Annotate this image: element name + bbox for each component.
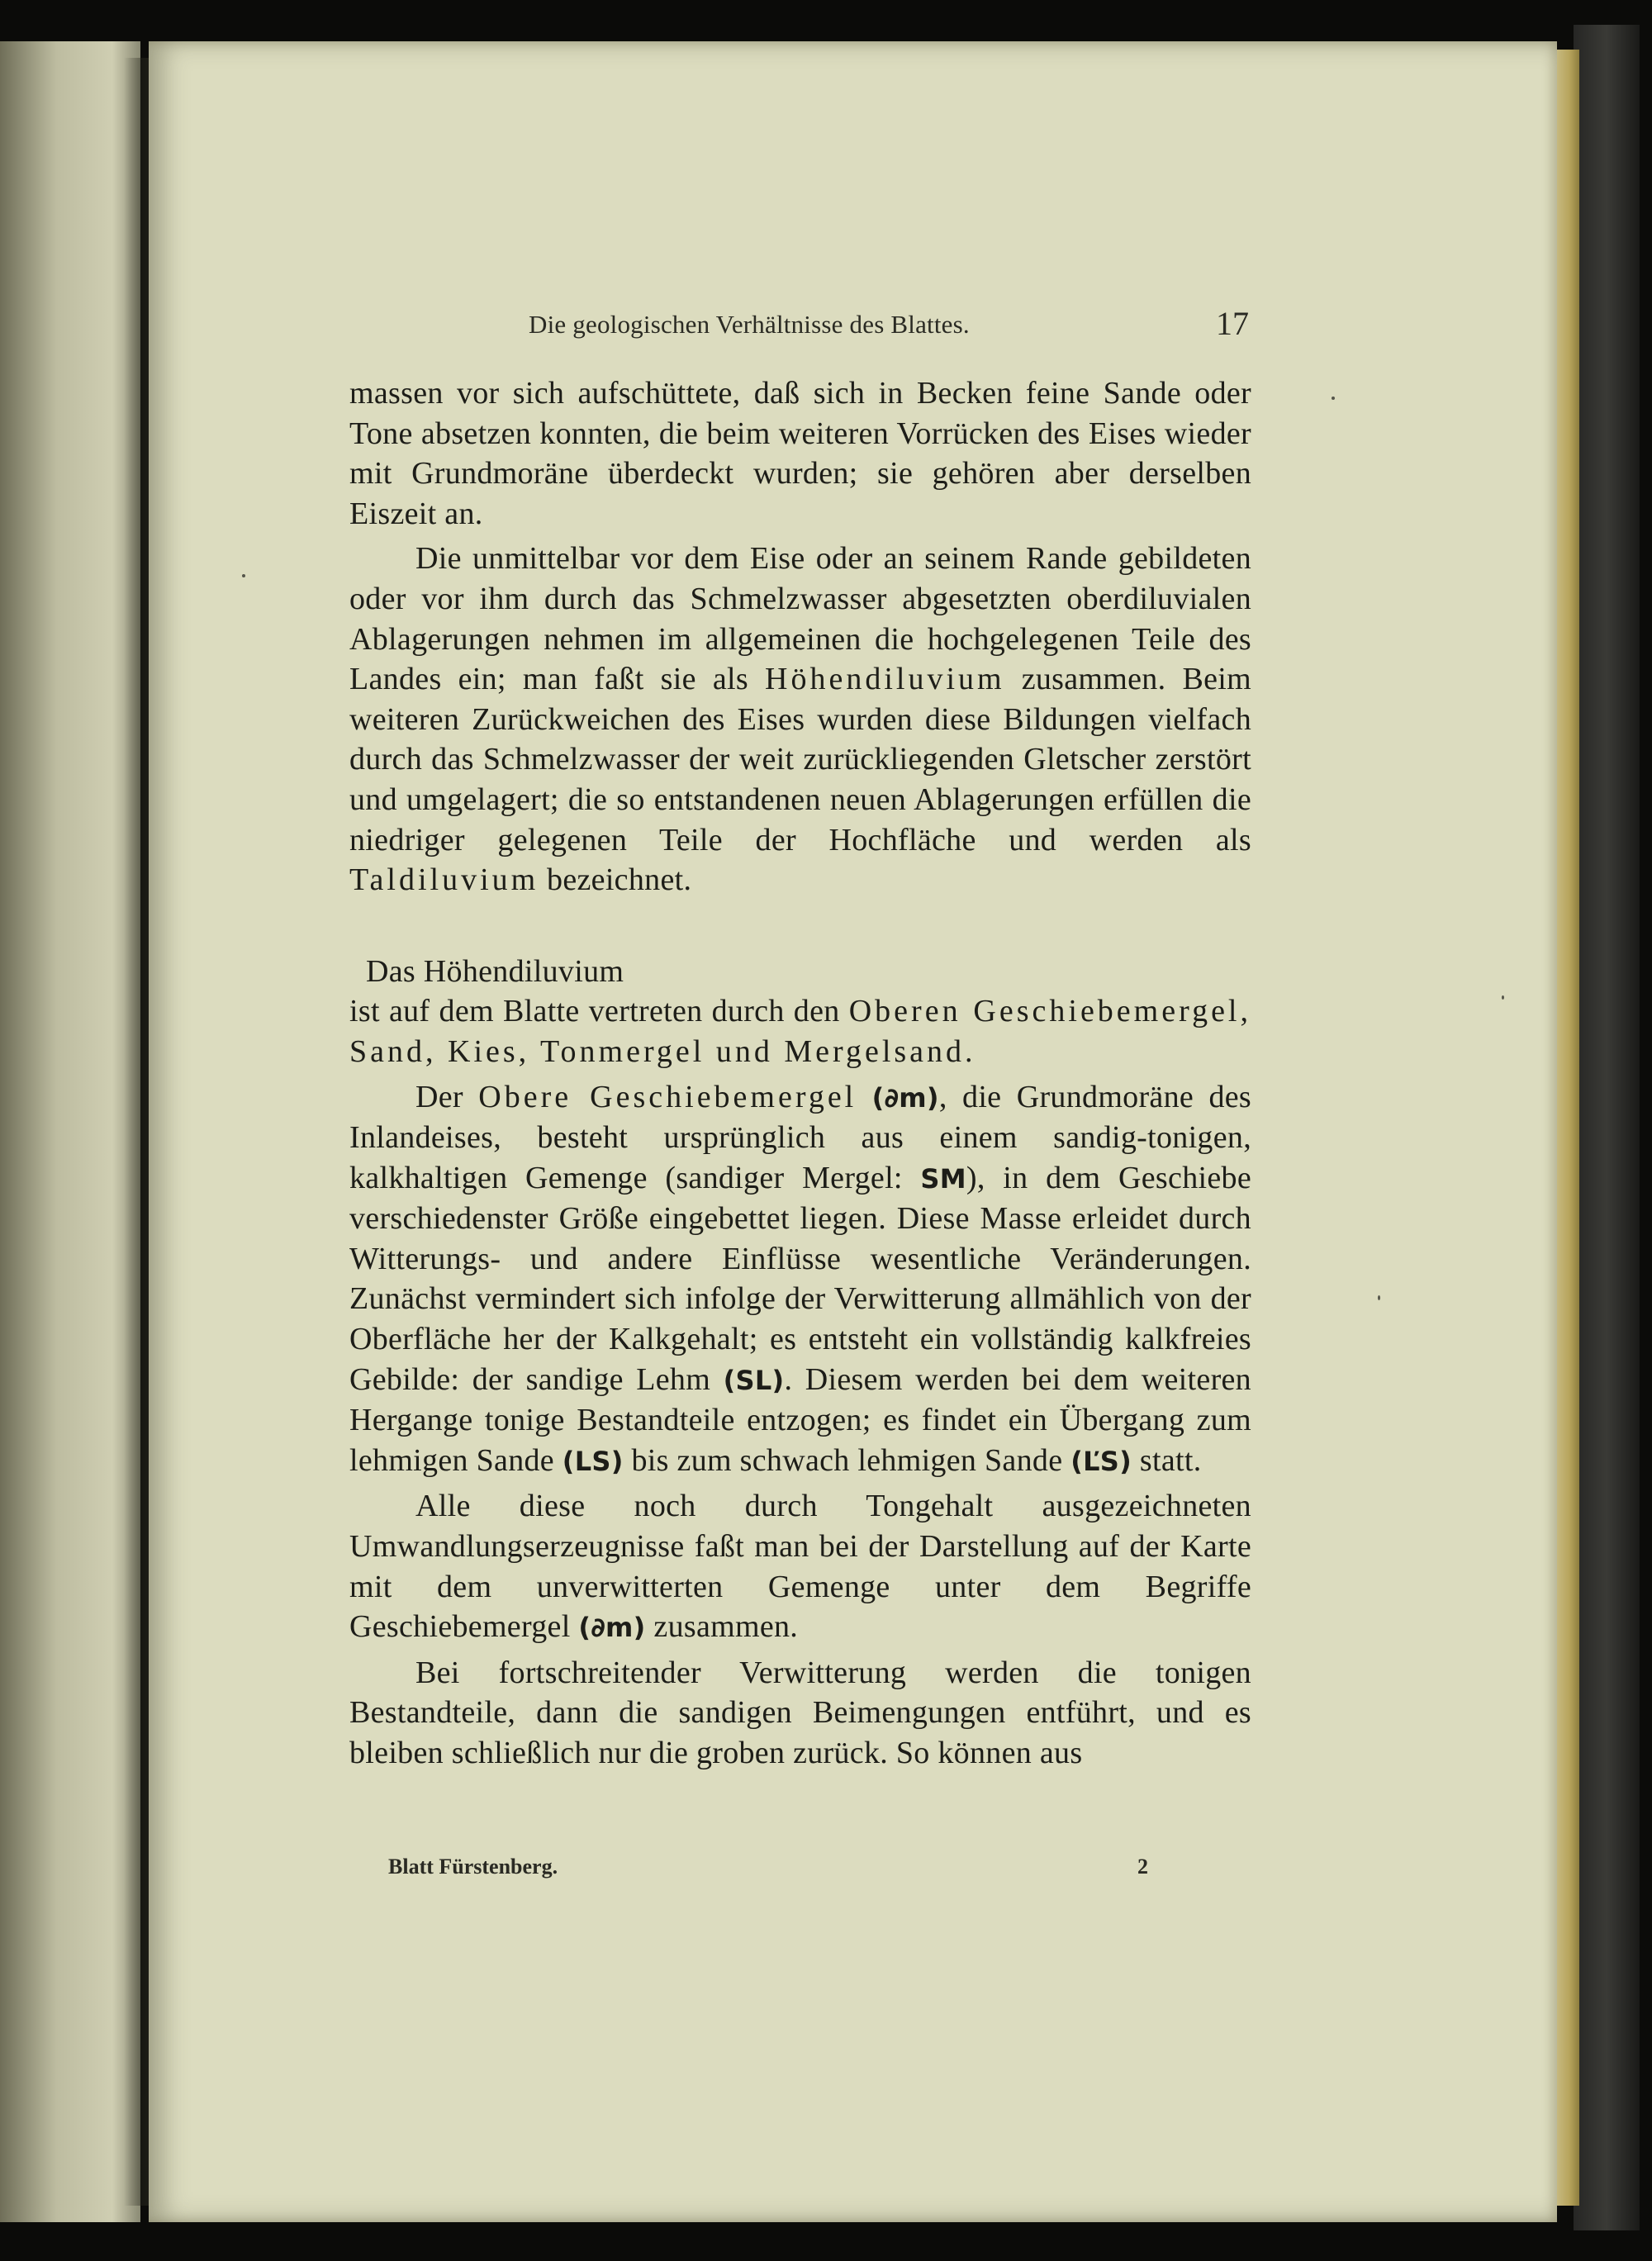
term-list: Oberen Geschiebemergel, Sand, Kies, Tonmergel und Mergelsand. bbox=[349, 994, 1251, 1069]
map-symbol-sl: (SL) bbox=[723, 1364, 785, 1396]
paragraph-3-text: ist auf dem Blatte vertreten durch den bbox=[349, 994, 840, 1029]
running-head: Die geologischen Verhältnisse des Blattes. bbox=[529, 310, 970, 339]
map-symbol-dm-2: (∂m) bbox=[578, 1612, 646, 1644]
page-body bbox=[349, 373, 1251, 1774]
paper-speck bbox=[1378, 1295, 1380, 1300]
term-hoehendiluvium: Höhendiluvium bbox=[765, 662, 1005, 697]
paragraph-4 bbox=[349, 1077, 1251, 1482]
map-symbol-ls-weak: (ĽS) bbox=[1070, 1445, 1132, 1477]
footer-title: Blatt Fürstenberg. bbox=[388, 1855, 558, 1879]
paper-speck bbox=[1502, 995, 1504, 1000]
paragraph-2 bbox=[349, 539, 1251, 900]
paragraph-6 bbox=[349, 1653, 1251, 1774]
paper-speck bbox=[242, 574, 245, 577]
map-symbol-dm: (∂m) bbox=[871, 1081, 939, 1114]
paragraph-5-text-a: Alle diese noch durch Tongehalt ausgezeichneten Umwandlungserzeugnisse faßt man bei der Darstellung auf der Karte mit dem unverwitterten Gemenge unter dem Begriffe Geschiebemergel bbox=[349, 1489, 1251, 1645]
paragraph-2-text-b: zusammen. Beim weiteren Zurückweichen des Eises wurden diese Bildungen vielfach durch das Schmelzwasser der weit zurückliegenden Gletscher zerstört und umgelagert; die so entstandenen neuen Ablagerungen erfüllen die niedriger gelegenen Teile der Hochfläche und werden als bbox=[349, 662, 1251, 857]
page-footer bbox=[388, 1855, 1148, 1879]
paragraph-2-text-a: Die unmittelbar vor dem Eise oder an seinem Rande gebildeten oder vor ihm durch das Schmelzwasser abgesetzten oberdiluvialen Ablagerungen nehmen im allgemeinen die hochgelegenen Teile des Landes ein; man faßt sie als bbox=[349, 541, 1251, 697]
paragraph-6-text: Bei fortschreitender Verwitterung werden die tonigen Bestandteile, dann die sandigen Beimengungen entführt, und es bleiben schließlich nur die groben zurück. So können aus bbox=[349, 1655, 1251, 1770]
section-title: Das Höhendiluvium bbox=[366, 953, 624, 989]
paragraph-4-text-d: . Diesem werden bei dem weiteren Hergange tonige Bestandteile entzogen; es findet ein Übergang zum lehmigen Sande bbox=[349, 1361, 1251, 1478]
map-symbol-ls: (LS) bbox=[562, 1445, 624, 1477]
paragraph-5-text-b: zusammen. bbox=[653, 1609, 799, 1645]
paragraph-5 bbox=[349, 1486, 1251, 1647]
paragraph-3 bbox=[349, 991, 1251, 1071]
paragraph-1 bbox=[349, 373, 1251, 534]
paragraph-4-text-a: Der bbox=[415, 1079, 463, 1114]
paper-speck bbox=[1332, 397, 1335, 400]
paragraph-4-text-e: bis zum schwach lehmigen Sande bbox=[631, 1442, 1063, 1478]
page-block-edge bbox=[1555, 50, 1579, 2206]
signature-mark: 2 bbox=[1137, 1855, 1148, 1879]
paragraph-1-text: massen vor sich aufschüttete, daß sich in Becken feine Sande oder Tone absetzen konnten, die beim weiteren Vorrücken des Eises wieder mit Grundmoräne überdeckt wurden; sie gehören aber derselben Eiszeit an. bbox=[349, 376, 1251, 531]
page-number: 17 bbox=[1216, 305, 1249, 342]
term-taldiluvium: Taldiluvium bbox=[349, 862, 539, 898]
paragraph-2-text-c: bezeichnet. bbox=[547, 862, 692, 898]
facing-page-edge bbox=[0, 41, 140, 2222]
map-symbol-sm: SM bbox=[920, 1162, 966, 1195]
book-cover-edge bbox=[1574, 25, 1640, 2230]
paragraph-4-text-b: , die Grundmoräne des Inlandeises, besteht ursprünglich aus einem sandig-tonigen, kalkhaltigen Gemenge (sandiger Mergel: bbox=[349, 1079, 1251, 1195]
term-oberer-geschiebemergel: Obere Geschiebemergel bbox=[478, 1079, 857, 1114]
paragraph-4-text-c: ), in dem Geschiebe verschiedenster Größe eingebettet liegen. Diese Masse erleidet durch Witterungs- und andere Einflüsse wesentliche Veränderungen. Zunächst vermindert sich infolge der Verwitterung allmählich von der Oberfläche her der Kalkgehalt; es entsteht ein vollständig kalkfreies Gebilde: der sandige Lehm bbox=[349, 1160, 1251, 1397]
paragraph-4-text-f: statt. bbox=[1139, 1442, 1202, 1478]
